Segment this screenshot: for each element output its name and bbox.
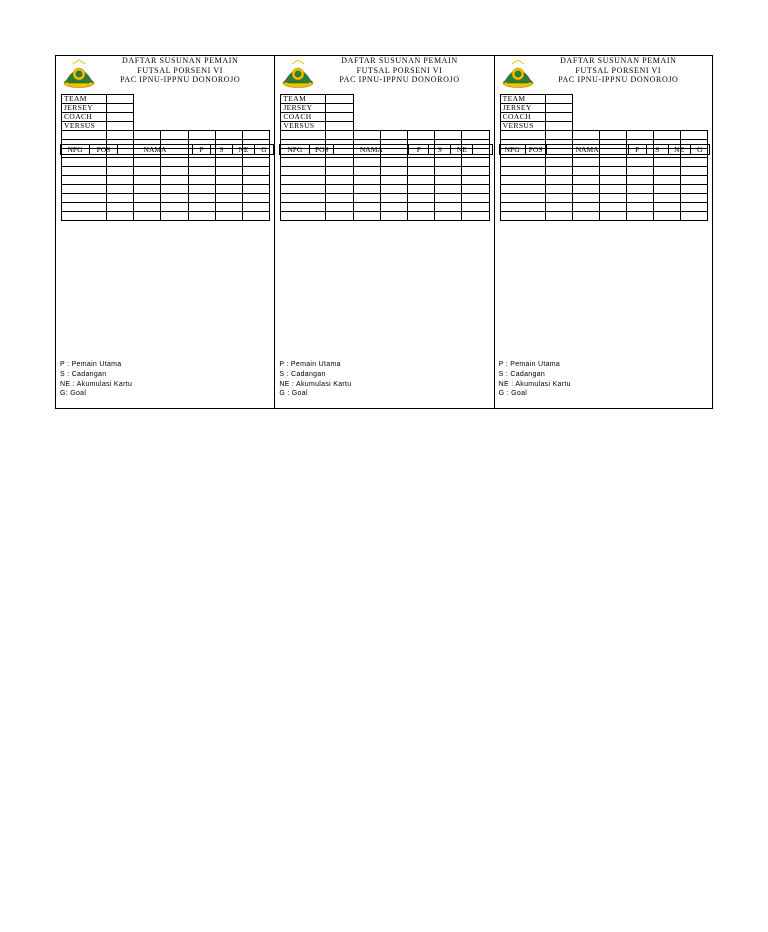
roster-cell[interactable] [281,158,326,167]
roster-row [500,158,707,167]
roster-cell[interactable] [215,158,242,167]
roster-cell[interactable] [326,131,353,140]
column-header: POS [525,145,546,155]
field-label: COACH [500,113,545,122]
column-header: S [646,145,668,155]
roster-row [62,185,270,194]
legend [279,360,351,399]
roster-cell[interactable] [572,167,599,176]
roster-cell[interactable] [243,212,270,221]
legend-item: S : Cadangan [279,370,326,378]
field-label: VERSUS [281,122,326,131]
roster-cell[interactable] [435,158,462,167]
legend-item: NE : Akumulasi Kartu [60,380,133,388]
roster-cell[interactable] [243,203,270,212]
roster-row [62,158,270,167]
roster-cell[interactable] [599,194,626,203]
column-header: POS [90,145,118,155]
column-header: NE [233,145,255,155]
roster-cell[interactable] [62,176,107,185]
roster-cell[interactable] [62,194,107,203]
title-line: DAFTAR SUSUNAN PEMAIN [121,56,239,65]
jersey-field-row [500,104,707,113]
roster-cell[interactable] [107,212,134,221]
roster-row [500,167,707,176]
field-input[interactable] [545,113,572,122]
roster-cell[interactable] [545,167,572,176]
roster-cell[interactable] [161,203,188,212]
roster-cell[interactable] [626,131,653,140]
roster-cell[interactable] [243,167,270,176]
roster-cell[interactable] [243,131,270,140]
field-input[interactable] [107,122,134,131]
lineup-card-1 [56,56,275,408]
legend-item: P : Pemain Utama [279,361,341,368]
roster-cell[interactable] [134,185,161,194]
roster-cell[interactable] [500,194,545,203]
jersey-field-row [281,104,489,113]
column-header: NE [451,145,473,155]
roster-cell[interactable] [215,212,242,221]
roster-cell[interactable] [572,176,599,185]
roster-cell[interactable] [281,176,326,185]
roster-cell[interactable] [599,131,626,140]
roster-cell[interactable] [680,185,707,194]
roster-cell[interactable] [545,185,572,194]
roster-table [60,144,274,155]
title-line: DAFTAR SUSUNAN PEMAIN [560,56,677,65]
roster-cell[interactable] [161,194,188,203]
roster-cell[interactable] [107,167,134,176]
roster-cell[interactable] [435,194,462,203]
roster-cell[interactable] [281,185,326,194]
roster-row [281,167,489,176]
roster-cell[interactable] [680,203,707,212]
roster-cell[interactable] [462,131,489,140]
roster-cell[interactable] [626,176,653,185]
roster-cell[interactable] [62,203,107,212]
roster-row [62,131,270,140]
roster-cell[interactable] [281,167,326,176]
roster-cell[interactable] [407,203,434,212]
roster-cell[interactable] [326,194,353,203]
team-field-row [281,95,489,104]
roster-cell[interactable] [653,212,680,221]
roster-row [281,131,489,140]
roster-cell[interactable] [353,203,380,212]
card-title [309,56,489,85]
legend [499,360,571,399]
roster-cell[interactable] [161,176,188,185]
roster-row [62,194,270,203]
title-line: PAC IPNU-IPPNU DONOROJO [339,75,460,84]
roster-cell[interactable] [653,185,680,194]
roster-cell[interactable] [407,185,434,194]
roster-cell[interactable] [380,212,407,221]
roster-cell[interactable] [215,185,242,194]
roster-cell[interactable] [215,203,242,212]
column-header: S [429,145,451,155]
column-header: NAMA [546,145,628,155]
roster-cell[interactable] [188,203,215,212]
roster-cell[interactable] [353,167,380,176]
roster-cell[interactable] [134,194,161,203]
roster-cell[interactable] [281,194,326,203]
team-info-table [280,94,489,221]
roster-cell[interactable] [680,131,707,140]
team-info-table [61,94,270,221]
roster-cell[interactable] [243,194,270,203]
roster-row [62,176,270,185]
roster-cell[interactable] [680,194,707,203]
roster-cell[interactable] [599,185,626,194]
roster-cell[interactable] [243,158,270,167]
roster-cell[interactable] [435,131,462,140]
roster-cell[interactable] [380,185,407,194]
column-header: NAMA [118,145,193,155]
card-title [529,56,708,85]
roster-cell[interactable] [462,176,489,185]
field-label: VERSUS [62,122,107,131]
column-header [473,145,493,155]
roster-cell[interactable] [500,176,545,185]
roster-cell[interactable] [626,185,653,194]
roster-cell[interactable] [188,194,215,203]
roster-cell[interactable] [626,167,653,176]
column-header: P [628,145,646,155]
field-input[interactable] [326,113,353,122]
roster-cell[interactable] [281,131,326,140]
roster-cell[interactable] [188,131,215,140]
roster-row [281,194,489,203]
roster-cell[interactable] [281,212,326,221]
field-label: JERSEY [281,104,326,113]
roster-cell[interactable] [680,176,707,185]
roster-cell[interactable] [353,185,380,194]
field-input[interactable] [545,122,572,131]
legend-item: NE : Akumulasi Kartu [498,380,571,388]
roster-cell[interactable] [680,158,707,167]
column-header: NPG [280,145,310,155]
versus-field-row [62,122,270,131]
roster-cell[interactable] [380,167,407,176]
roster-cell[interactable] [188,212,215,221]
roster-cell[interactable] [380,203,407,212]
roster-cell[interactable] [134,212,161,221]
roster-cell[interactable] [626,203,653,212]
legend-item: G : Goal [498,390,528,398]
roster-cell[interactable] [572,212,599,221]
roster-cell[interactable] [653,194,680,203]
roster-cell[interactable] [62,167,107,176]
jersey-field-row [62,104,270,113]
roster-cell[interactable] [353,194,380,203]
roster-table [499,144,710,155]
column-header: POS [310,145,334,155]
roster-cell[interactable] [326,176,353,185]
roster-cell[interactable] [62,131,107,140]
column-header: NPG [61,145,90,155]
roster-cell[interactable] [500,203,545,212]
field-input[interactable] [326,95,353,104]
roster-cell[interactable] [326,167,353,176]
lineup-card-3 [495,56,712,408]
roster-cell[interactable] [599,176,626,185]
roster-header-row [499,145,709,155]
field-input[interactable] [326,104,353,113]
field-label: COACH [281,113,326,122]
roster-cell[interactable] [134,203,161,212]
roster-cell[interactable] [599,203,626,212]
roster-row [281,185,489,194]
roster-cell[interactable] [462,194,489,203]
roster-cell[interactable] [215,131,242,140]
card-header [56,56,274,92]
roster-cell[interactable] [545,176,572,185]
card-title [90,56,270,85]
roster-cell[interactable] [107,131,134,140]
field-label: JERSEY [500,104,545,113]
roster-cell[interactable] [653,131,680,140]
roster-cell[interactable] [243,176,270,185]
roster-header-row [61,145,274,155]
roster-cell[interactable] [107,158,134,167]
roster-cell[interactable] [599,158,626,167]
roster-cell[interactable] [134,131,161,140]
roster-cell[interactable] [572,131,599,140]
column-header: G [255,145,274,155]
roster-row [500,185,707,194]
roster-cell[interactable] [107,176,134,185]
roster-cell[interactable] [407,194,434,203]
title-line: FUTSAL PORSENI VI [356,65,443,75]
roster-cell[interactable] [188,158,215,167]
roster-cell[interactable] [545,158,572,167]
roster-row [500,131,707,140]
roster-table [279,144,493,155]
roster-cell[interactable] [462,212,489,221]
roster-cell[interactable] [407,176,434,185]
roster-cell[interactable] [215,194,242,203]
field-label: TEAM [281,95,326,104]
roster-cell[interactable] [161,167,188,176]
roster-cell[interactable] [380,194,407,203]
roster-cell[interactable] [599,212,626,221]
field-input[interactable] [107,113,134,122]
column-header: G [690,145,709,155]
roster-row [62,167,270,176]
roster-cell[interactable] [435,176,462,185]
roster-cell[interactable] [435,203,462,212]
roster-cell[interactable] [653,176,680,185]
roster-cell[interactable] [134,176,161,185]
roster-cell[interactable] [599,167,626,176]
roster-cell[interactable] [134,158,161,167]
roster-cell[interactable] [107,194,134,203]
roster-cell[interactable] [500,167,545,176]
roster-cell[interactable] [407,212,434,221]
title-line: PAC IPNU-IPPNU DONOROJO [558,75,679,84]
field-label: COACH [62,113,107,122]
roster-cell[interactable] [653,167,680,176]
field-input[interactable] [545,104,572,113]
roster-cell[interactable] [161,131,188,140]
card-header [495,56,712,92]
column-header: S [211,145,233,155]
roster-cell[interactable] [680,212,707,221]
legend-item: G : Goal [279,390,308,398]
card-header [275,56,493,92]
roster-cell[interactable] [353,176,380,185]
roster-cell[interactable] [243,185,270,194]
roster-cell[interactable] [353,212,380,221]
title-line: DAFTAR SUSUNAN PEMAIN [341,56,458,65]
roster-cell[interactable] [353,158,380,167]
roster-cell[interactable] [626,212,653,221]
roster-cell[interactable] [500,212,545,221]
roster-cell[interactable] [462,203,489,212]
field-label: TEAM [62,95,107,104]
roster-row [62,212,270,221]
roster-cell[interactable] [626,194,653,203]
roster-cell[interactable] [326,185,353,194]
roster-cell[interactable] [62,212,107,221]
roster-cell[interactable] [326,212,353,221]
column-header: NPG [499,145,525,155]
roster-cell[interactable] [572,185,599,194]
roster-cell[interactable] [326,203,353,212]
roster-row [500,203,707,212]
roster-cell[interactable] [407,167,434,176]
title-line: FUTSAL PORSENI VI [137,65,224,75]
legend-item: S : Cadangan [498,370,546,378]
roster-cell[interactable] [188,167,215,176]
roster-cell[interactable] [161,158,188,167]
roster-cell[interactable] [215,167,242,176]
roster-row [500,212,707,221]
roster-cell[interactable] [161,185,188,194]
field-input[interactable] [107,95,134,104]
legend-item: NE : Akumulasi Kartu [279,380,352,388]
title-line: FUTSAL PORSENI VI [575,65,662,75]
roster-row [281,176,489,185]
field-label: TEAM [500,95,545,104]
roster-cell[interactable] [500,158,545,167]
roster-cell[interactable] [545,212,572,221]
column-header: P [409,145,429,155]
legend-item: P : Pemain Utama [498,361,561,368]
roster-cell[interactable] [653,203,680,212]
roster-row [62,203,270,212]
title-line: PAC IPNU-IPPNU DONOROJO [120,75,241,84]
legend [60,360,132,399]
lineup-card-2 [275,56,494,408]
roster-cell[interactable] [435,212,462,221]
roster-cell[interactable] [462,158,489,167]
roster-cell[interactable] [62,185,107,194]
roster-row [500,194,707,203]
roster-cell[interactable] [107,185,134,194]
roster-cell[interactable] [281,203,326,212]
roster-cell[interactable] [380,131,407,140]
roster-cell[interactable] [462,185,489,194]
roster-cell[interactable] [572,203,599,212]
roster-cell[interactable] [407,158,434,167]
roster-row [281,158,489,167]
roster-cell[interactable] [326,158,353,167]
roster-cell[interactable] [680,167,707,176]
roster-cell[interactable] [134,167,161,176]
roster-cell[interactable] [353,131,380,140]
roster-cell[interactable] [572,194,599,203]
roster-cell[interactable] [653,158,680,167]
column-header: NAMA [334,145,409,155]
field-input[interactable] [545,95,572,104]
team-info-table [500,94,708,221]
column-header: NE [668,145,690,155]
field-input[interactable] [107,104,134,113]
roster-cell[interactable] [62,158,107,167]
roster-cell[interactable] [161,212,188,221]
roster-cell[interactable] [380,158,407,167]
field-label: JERSEY [62,104,107,113]
column-header: P [193,145,211,155]
roster-cell[interactable] [380,176,407,185]
field-label: VERSUS [500,122,545,131]
roster-cell[interactable] [572,158,599,167]
versus-field-row [281,122,489,131]
versus-field-row [500,122,707,131]
roster-cell[interactable] [188,185,215,194]
roster-cell[interactable] [500,185,545,194]
roster-cell[interactable] [407,131,434,140]
roster-cell[interactable] [500,131,545,140]
roster-cell[interactable] [545,203,572,212]
roster-cell[interactable] [545,131,572,140]
legend-item: G: Goal [60,390,87,398]
lineup-sheet [55,55,713,409]
roster-cell[interactable] [626,158,653,167]
roster-cell[interactable] [462,167,489,176]
roster-cell[interactable] [215,176,242,185]
legend-item: S : Cadangan [60,370,107,378]
legend-item: P : Pemain Utama [60,361,122,368]
roster-row [281,212,489,221]
field-input[interactable] [326,122,353,131]
roster-row [281,203,489,212]
roster-cell[interactable] [435,185,462,194]
roster-cell[interactable] [435,167,462,176]
roster-row [500,176,707,185]
roster-cell[interactable] [545,194,572,203]
roster-cell[interactable] [188,176,215,185]
roster-header-row [280,145,493,155]
roster-cell[interactable] [107,203,134,212]
